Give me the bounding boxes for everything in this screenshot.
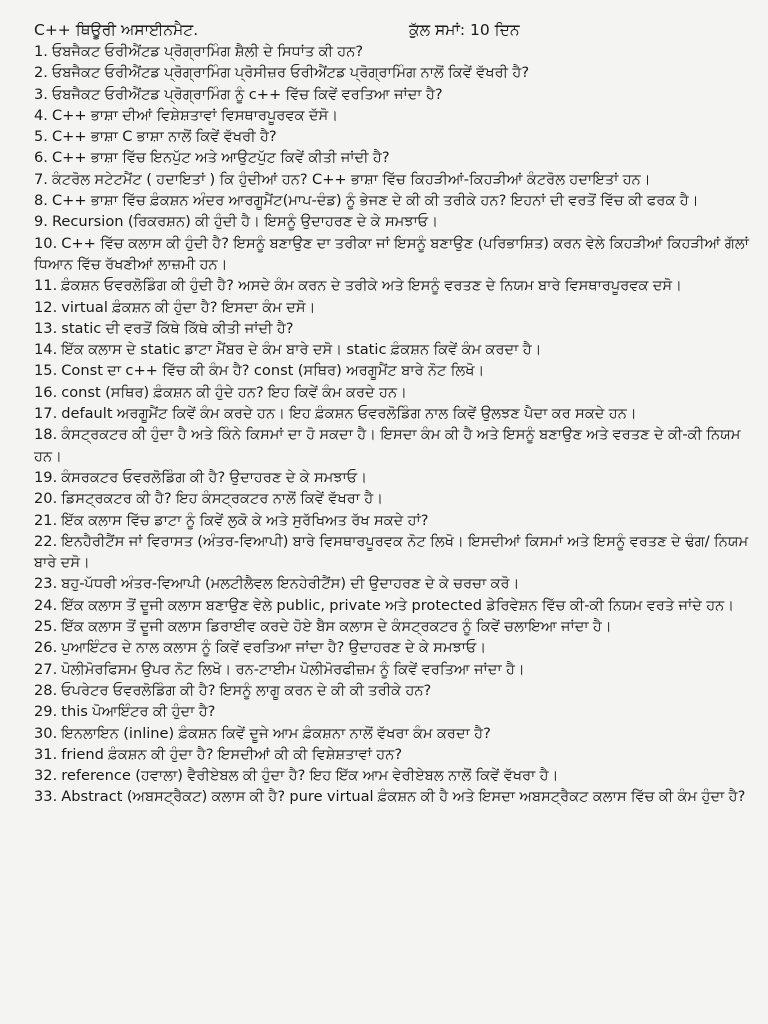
- question-number: 7.: [34, 170, 48, 188]
- question-item: [34, 573, 754, 594]
- question-item: [34, 637, 754, 658]
- question-text: Recursion (ਰਿਕਰਸ਼ਨ) ਕੀ ਹੁੰਦੀ ਹੈ। ਇਸਨੂੰ ਉਦਾਹਰਣ ਦੇ ਕੇ ਸਮਝਾਓ।: [51, 213, 439, 231]
- question-text: ਡਿਸਟ੍ਰਕਟਰ ਕੀ ਹੈ? ਇਹ ਕੰਸਟ੍ਰਕਟਰ ਨਾਲੋਂ ਕਿਵੇਂ ਵੱਖਰਾ ਹੈ।: [61, 490, 384, 508]
- question-item: [34, 531, 754, 574]
- question-list: [34, 41, 754, 808]
- question-item: [34, 126, 754, 147]
- question-item: [34, 616, 754, 637]
- question-number: 30.: [34, 724, 58, 742]
- question-item: [34, 318, 754, 339]
- question-item: [34, 233, 754, 276]
- question-text: this ਪੋਆਇੰਟਰ ਕੀ ਹੁੰਦਾ ਹੈ?: [61, 703, 216, 721]
- question-number: 32.: [34, 767, 58, 785]
- question-text: C++ ਭਾਸ਼ਾ ਦੀਆਂ ਵਿਸ਼ੇਸ਼ਤਾਵਾਂ ਵਿਸਥਾਰਪੂਰਵਕ ਦੱਸੋ।: [51, 106, 339, 124]
- question-number: 15.: [34, 362, 58, 380]
- question-text: C++ ਭਾਸ਼ਾ ਵਿੱਚ ਫ਼ੰਕਸ਼ਨ ਅੰਦਰ ਆਰਗੂਮੈਂਟ(ਮਾਪ-ਦੰਡ) ਨੂੰ ਭੇਜਣ ਦੇ ਕੀ ਕੀ ਤਰੀਕੇ ਹਨ? ਇਹਨਾਂ ਦੀ ਵਰਤੋਂ ਵਿੱਚ ਕੀ ਫਰਕ ਹੈ।: [51, 192, 699, 210]
- question-item: [34, 41, 754, 62]
- question-number: 27.: [34, 660, 58, 678]
- question-text: C++ ਭਾਸ਼ਾ ਵਿੱਚ ਇਨਪੁੱਟ ਅਤੇ ਆਉਟਪੁੱਟ ਕਿਵੇਂ ਕੀਤੀ ਜਾਂਦੀ ਹੈ?: [51, 149, 390, 167]
- question-item: [34, 786, 754, 807]
- question-item: [34, 297, 754, 318]
- question-text: ਇੱਕ ਕਲਾਸ ਦੇ static ਡਾਟਾ ਮੈਂਬਰ ਦੇ ਕੰਮ ਬਾਰੇ ਦਸੋ। static ਫ਼ੰਕਸ਼ਨ ਕਿਵੇਂ ਕੰਮ ਕਰਦਾ ਹੈ।: [61, 341, 542, 359]
- question-text: ਓਬਜੈਕਟ ਓਰੀਐਂਟਡ ਪ੍ਰੋਗ੍ਰਾਮਿੰਗ ਸ਼ੈਲੀ ਦੇ ਸਿਧਾਂਤ ਕੀ ਹਨ?: [51, 43, 364, 60]
- question-item: [34, 360, 754, 381]
- question-item: [34, 275, 754, 296]
- question-number: 24.: [34, 596, 58, 614]
- total-time-label: ਕੁੱਲ ਸਮਾਂ: 10 ਦਿਨ: [409, 21, 520, 39]
- question-text: ਬਹੁ-ਪੱਧਰੀ ਅੰਤਰ-ਵਿਆਪੀ (ਮਲਟੀਲੈਵਲ ਇਨਹੇਰੀਟੈਂਸ) ਦੀ ਉਦਾਹਰਣ ਦੇ ਕੇ ਚਰਚਾ ਕਰੋ।: [61, 575, 520, 593]
- question-text: ਓਬਜੈਕਟ ਓਰੀਐਂਟਡ ਪ੍ਰੋਗ੍ਰਾਮਿੰਗ ਪ੍ਰੋਸੀਜ਼ਰ ਓਰੀਐਂਟਡ ਪ੍ਰੋਗ੍ਰਾਮਿੰਗ ਨਾਲੋਂ ਕਿਵੇਂ ਵੱਖਰੀ ਹੈ?: [51, 64, 530, 82]
- question-text: ਇੱਕ ਕਲਾਸ ਵਿੱਚ ਡਾਟਾ ਨੂੰ ਕਿਵੇਂ ਲੁਕੋ ਕੇ ਅਤੇ ਸੁਰੱਖਿਅਤ ਰੱਖ ਸਕਦੇ ਹਾਂ?: [61, 511, 429, 529]
- question-text: ਇਨਹੈਰੀਟੈਂਸ ਜਾਂ ਵਿਰਾਸਤ (ਅੰਤਰ-ਵਿਆਪੀ) ਬਾਰੇ ਵਿਸਥਾਰਪੂਰਵਕ ਨੋਟ ਲਿਖੋ। ਇਸਦੀਆਂ ਕਿਸਮਾਂ ਅਤੇ ਇਸਨੂੰ ਵਰਤਣ ਦੇ ਢੰਗ/ ਨਿਯਮ ਬਾਰੇ ਦਸੋ।: [34, 532, 749, 572]
- question-number: 3.: [34, 85, 48, 103]
- question-item: [34, 659, 754, 680]
- question-number: 33.: [34, 788, 58, 806]
- question-text: const (ਸਥਿਰ) ਫ਼ੰਕਸ਼ਨ ਕੀ ਹੁੰਦੇ ਹਨ? ਇਹ ਕਿਵੇਂ ਕੰਮ ਕਰਦੇ ਹਨ।: [61, 383, 407, 401]
- question-item: [34, 382, 754, 403]
- question-text: C++ ਵਿੱਚ ਕਲਾਸ ਕੀ ਹੁੰਦੀ ਹੈ? ਇਸਨੂੰ ਬਣਾਉਣ ਦਾ ਤਰੀਕਾ ਜਾਂ ਇਸਨੂੰ ਬਣਾਉਣ (ਪਰਿਭਾਸ਼ਿਤ) ਕਰਨ ਵੇਲੇ ਕਿਹੜੀਆਂ ਕਿਹੜੀਆਂ ਗੱਲਾਂ ਧਿਆਨ ਵਿੱਚ ਰੱਖਣੀਆਂ ਲਾਜ਼ਮੀ ਹਨ।: [34, 234, 749, 273]
- question-text: ਕੰਟਰੋਲ ਸਟੇਟਮੈਂਟ ( ਹਦਾਇਤਾਂ ) ਕਿ ਹੁੰਦੀਆਂ ਹਨ? C++ ਭਾਸ਼ਾ ਵਿੱਚ ਕਿਹੜੀਆਂ-ਕਿਹੜੀਆਂ ਕੰਟਰੋਲ ਹਦਾਇਤਾਂ ਹਨ।: [51, 170, 651, 188]
- question-item: [34, 403, 754, 424]
- question-number: 5.: [34, 128, 48, 146]
- question-number: 2.: [34, 64, 48, 82]
- question-item: [34, 339, 754, 360]
- question-item: [34, 105, 754, 126]
- assignment-title: C++ ਥਿਊਰੀ ਅਸਾਈਨਮੈਟ.: [34, 21, 199, 39]
- question-number: 31.: [34, 745, 58, 763]
- question-number: 25.: [34, 618, 58, 636]
- question-text: Abstract (ਅਬਸਟ੍ਰੈਕਟ) ਕਲਾਸ ਕੀ ਹੈ? pure virtual ਫ਼ੰਕਸ਼ਨ ਕੀ ਹੈ ਅਤੇ ਇਸਦਾ ਅਬਸਟ੍ਰੈਕਟ ਕਲਾਸ ਵਿੱਚ ਕੀ ਕੰਮ ਹੁੰਦਾ ਹੈ?: [61, 788, 746, 806]
- question-number: 13.: [34, 319, 58, 337]
- question-text: ਓਬਜੈਕਟ ਓਰੀਐਂਟਡ ਪ੍ਰੋਗ੍ਰਾਮਿੰਗ ਨੂੰ c++ ਵਿੱਚ ਕਿਵੇਂ ਵਰਤਿਆ ਜਾਂਦਾ ਹੈ?: [51, 85, 443, 103]
- question-text: ਫ਼ੰਕਸ਼ਨ ਓਵਰਲੋਡਿੰਗ ਕੀ ਹੁੰਦੀ ਹੈ? ਅਸਦੇ ਕੰਮ ਕਰਨ ਦੇ ਤਰੀਕੇ ਅਤੇ ਇਸਨੂੰ ਵਰਤਣ ਦੇ ਨਿਯਮ ਬਾਰੇ ਵਿਸਥਾਰਪੂਰਵਕ ਦਸੋ।: [61, 277, 682, 295]
- question-item: [34, 147, 754, 168]
- question-item: [34, 510, 754, 531]
- question-text: ਕੰਸਟ੍ਰਕਟਰ ਕੀ ਹੁੰਦਾ ਹੈ ਅਤੇ ਕਿੰਨੇ ਕਿਸਮਾਂ ਦਾ ਹੋ ਸਕਦਾ ਹੈ। ਇਸਦਾ ਕੰਮ ਕੀ ਹੈ ਅਤੇ ਇਸਨੂੰ ਬਣਾਉਣ ਅਤੇ ਵਰਤਣ ਦੇ ਕੀ-ਕੀ ਨਿਯਮ ਹਨ।: [34, 426, 741, 465]
- question-text: friend ਫ਼ੰਕਸ਼ਨ ਕੀ ਹੁੰਦਾ ਹੈ? ਇਸਦੀਆਂ ਕੀ ਕੀ ਵਿਸ਼ੇਸ਼ਤਾਵਾਂ ਹਨ?: [61, 745, 403, 763]
- question-number: 19.: [34, 468, 58, 486]
- question-text: static ਦੀ ਵਰਤੋਂ ਕਿੱਥੇ ਕਿੱਥੇ ਕੀਤੀ ਜਾਂਦੀ ਹੈ?: [61, 319, 294, 337]
- question-text: reference (ਹਵਾਲਾ) ਵੈਰੀਏਬਲ ਕੀ ਹੁੰਦਾ ਹੈ? ਇਹ ਇੱਕ ਆਮ ਵੇਰੀਏਬਲ ਨਾਲੋਂ ਕਿਵੇਂ ਵੱਖਰਾ ਹੈ।: [61, 767, 559, 785]
- question-text: default ਅਰਗੂਮੈਂਟ ਕਿਵੇਂ ਕੰਮ ਕਰਦੇ ਹਨ। ਇਹ ਫ਼ੰਕਸ਼ਨ ਓਵਰਲੋਡਿੰਗ ਨਾਲ ਕਿਵੇਂ ਉਲਝਣ ਪੈਦਾ ਕਰ ਸਕਦੇ ਹਨ।: [61, 405, 637, 423]
- question-number: 18.: [34, 426, 58, 444]
- question-number: 10.: [34, 234, 58, 252]
- question-item: [34, 190, 754, 211]
- question-number: 23.: [34, 575, 58, 593]
- question-number: 28.: [34, 681, 58, 699]
- question-number: 16.: [34, 383, 58, 401]
- question-item: [34, 424, 754, 467]
- question-text: ਇੱਕ ਕਲਾਸ ਤੋਂ ਦੂਜੀ ਕਲਾਸ ਡਿਰਾਈਵ ਕਰਦੇ ਹੋਏ ਬੈਸ ਕਲਾਸ ਦੇ ਕੰਸਟ੍ਰਕਟਰ ਨੂੰ ਕਿਵੇਂ ਚਲਾਇਆ ਜਾਂਦਾ ਹੈ।: [61, 618, 612, 636]
- question-item: [34, 723, 754, 744]
- question-number: 12.: [34, 298, 58, 316]
- assignment-header: [34, 18, 748, 42]
- question-text: ਕੰਸਰਕਟਰ ਓਵਰਲੋਡਿੰਗ ਕੀ ਹੈ? ਉਦਾਹਰਣ ਦੇ ਕੇ ਸਮਝਾਓ।: [61, 468, 368, 486]
- question-item: [34, 211, 754, 232]
- question-item: [34, 84, 754, 105]
- question-text: ਇਨਲਾਇਨ (inline) ਫ਼ੰਕਸ਼ਨ ਕਿਵੇਂ ਦੂਜੇ ਆਮ ਫ਼ੰਕਸ਼ਨਾ ਨਾਲੋਂ ਵੱਖਰਾ ਕੰਮ ਕਰਦਾ ਹੈ?: [61, 724, 491, 742]
- question-number: 4.: [34, 106, 48, 124]
- question-number: 9.: [34, 213, 48, 231]
- question-item: [34, 62, 754, 83]
- question-item: [34, 169, 754, 190]
- question-item: [34, 744, 754, 765]
- question-item: [34, 467, 754, 488]
- question-number: 11.: [34, 277, 58, 295]
- question-text: C++ ਭਾਸ਼ਾ C ਭਾਸ਼ਾ ਨਾਲੋਂ ਕਿਵੇਂ ਵੱਖਰੀ ਹੈ?: [51, 128, 277, 146]
- question-number: 22.: [34, 532, 58, 550]
- question-item: [34, 765, 754, 786]
- question-text: ਪੁਆਇੰਟਰ ਦੇ ਨਾਲ ਕਲਾਸ ਨੂੰ ਕਿਵੇਂ ਵਰਤਿਆ ਜਾਂਦਾ ਹੈ? ਉਦਾਹਰਣ ਦੇ ਕੇ ਸਮਝਾਓ।: [61, 639, 487, 657]
- question-number: 21.: [34, 511, 58, 529]
- question-item: [34, 701, 754, 722]
- question-number: 29.: [34, 703, 58, 721]
- question-number: 14.: [34, 341, 58, 359]
- question-item: [34, 680, 754, 701]
- question-text: virtual ਫ਼ੰਕਸ਼ਨ ਕੀ ਹੁੰਦਾ ਹੈ? ਇਸਦਾ ਕੰਮ ਦਸੋ।: [61, 298, 316, 316]
- question-number: 26.: [34, 639, 58, 657]
- question-item: [34, 488, 754, 509]
- question-number: 1.: [34, 43, 48, 60]
- question-number: 8.: [34, 192, 48, 210]
- question-item: [34, 595, 754, 616]
- question-number: 17.: [34, 405, 58, 423]
- question-text: ਇੱਕ ਕਲਾਸ ਤੋਂ ਦੂਜੀ ਕਲਾਸ ਬਣਾਉਣ ਵੇਲੇ public, private ਅਤੇ protected ਡੇਰਿਵੇਸ਼ਨ ਵਿੱਚ ਕੀ-ਕੀ ਨਿਯਮ ਵਰਤੇ ਜਾਂਦੇ ਹਨ।: [61, 596, 735, 614]
- question-number: 20.: [34, 490, 58, 508]
- question-text: ਓਪਰੇਟਰ ਓਵਰਲੋਡਿੰਗ ਕੀ ਹੈ? ਇਸਨੂੰ ਲਾਗੂ ਕਰਨ ਦੇ ਕੀ ਕੀ ਤਰੀਕੇ ਹਨ?: [61, 681, 432, 699]
- question-number: 6.: [34, 149, 48, 167]
- question-text: ਪੋਲੀਮੋਰਫਿਸਮ ਉਪਰ ਨੋਟ ਲਿਖੋ। ਰਨ-ਟਾਈਮ ਪੋਲੀਮੋਰਫੀਜ਼ਮ ਨੂੰ ਕਿਵੇਂ ਵਰਤਿਆ ਜਾਂਦਾ ਹੈ।: [61, 660, 525, 678]
- question-text: Const ਦਾ c++ ਵਿੱਚ ਕੀ ਕੰਮ ਹੈ? const (ਸਥਿਰ) ਅਰਗੂਮੈਂਟ ਬਾਰੇ ਨੋਟ ਲਿਖੋ।: [61, 362, 485, 380]
